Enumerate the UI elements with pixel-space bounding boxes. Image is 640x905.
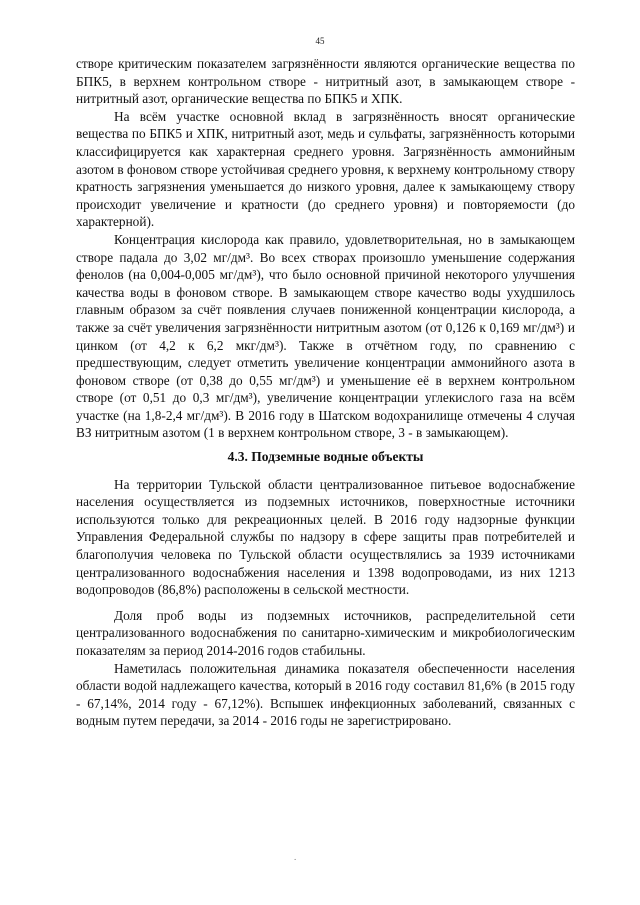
paragraph-gap [76,599,575,607]
paragraph-water-supply: На территории Тульской области централизованное питьевое водоснабжение населения осуществляется из подземных источников, поверхностные источники используются только для рекреационных целей. В 2016 году надзорные функции Управления Федеральной службы по надзору в сфере защиты прав потребителей и благополучия человека по Тульской области осуществлялись за 1939 источниками централизованного водоснабжения населения и 1398 водопроводами, из них 1213 водопроводов (86,8%) расположены в сельской местности. [76,476,575,598]
paragraph-main-contributors: На всём участке основной вклад в загрязнённость вносят органические вещества по БПК5 и ХПК, нитритный азот, медь и сульфаты, загрязнённость которыми классифицируется как характерная среднего уровня. Загрязнённость аммонийным азотом в фоновом створе устойчивая среднего уровня, к верхнему контрольному створу кратность загрязнения уменьшается до низкого уровня, далее к замыкающему створу происходит увеличение и кратности (до среднего уровня) и повторяемости (до характерной). [76,108,575,230]
paragraph-oxygen-concentration: Концентрация кислорода как правило, удовлетворительная, но в замыкающем створе падала до 3,02 мг/дм³. Во всех створах произошло уменьшение содержания фенолов (на 0,004-0,005 мг/дм³), что было основной причиной некоторого улучшения качества воды в фоновом створе. В замыкающем створе качество воды ухудшилось главным образом за счёт появления случаев пониженной концентрации кислорода, а также за счёт увеличения загрязнённости нитритным азотом (от 0,126 к 0,169 мг/дм³) и цинком (от 4,2 к 6,2 мкг/дм³). Также в отчётном году, по сравнению с предшествующим, следует отметить увеличение концентрации аммонийного азота в фоновом створе (от 0,38 до 0,55 мг/дм³) и уменьшение её в верхнем контрольном створе (от 0,51 до 0,3 мг/дм³), увеличение концентрации углекислого газа на всём участке (на 1,8-2,4 мг/дм³). В 2016 году в Шатском водохранилище отмечены 4 случая ВЗ нитритным азотом (1 в верхнем контрольном створе, 3 - в замыкающем). [76,231,575,441]
paragraph-sample-share: Доля проб воды из подземных источников, распределительной сети централизованного водоснабжения по санитарно-химическим и микробиологическим показателям за период 2014-2016 годов стабильны. [76,607,575,658]
footer-mark: . [294,852,297,862]
paragraph-continuation: створе критическим показателем загрязнённости являются органические вещества по БПК5, в верхнем контрольном створе - нитритный азот, в замыкающем створе - нитритный азот, органические вещества по БПК5 и ХПК. [76,56,575,107]
document-body [76,55,575,730]
page-number: 45 [315,36,325,46]
section-heading: 4.3. Подземные водные объекты [227,449,424,465]
paragraph-positive-dynamics: Наметилась положительная динамика показателя обеспеченности населения области водой надлежащего качества, который в 2016 году составил 81,6% (в 2015 году - 67,14%, 2014 году - 67,12%). Вспышек инфекционных заболеваний, связанных с водным путем передачи, за 2014 - 2016 годы не зарегистрировано. [76,660,575,729]
